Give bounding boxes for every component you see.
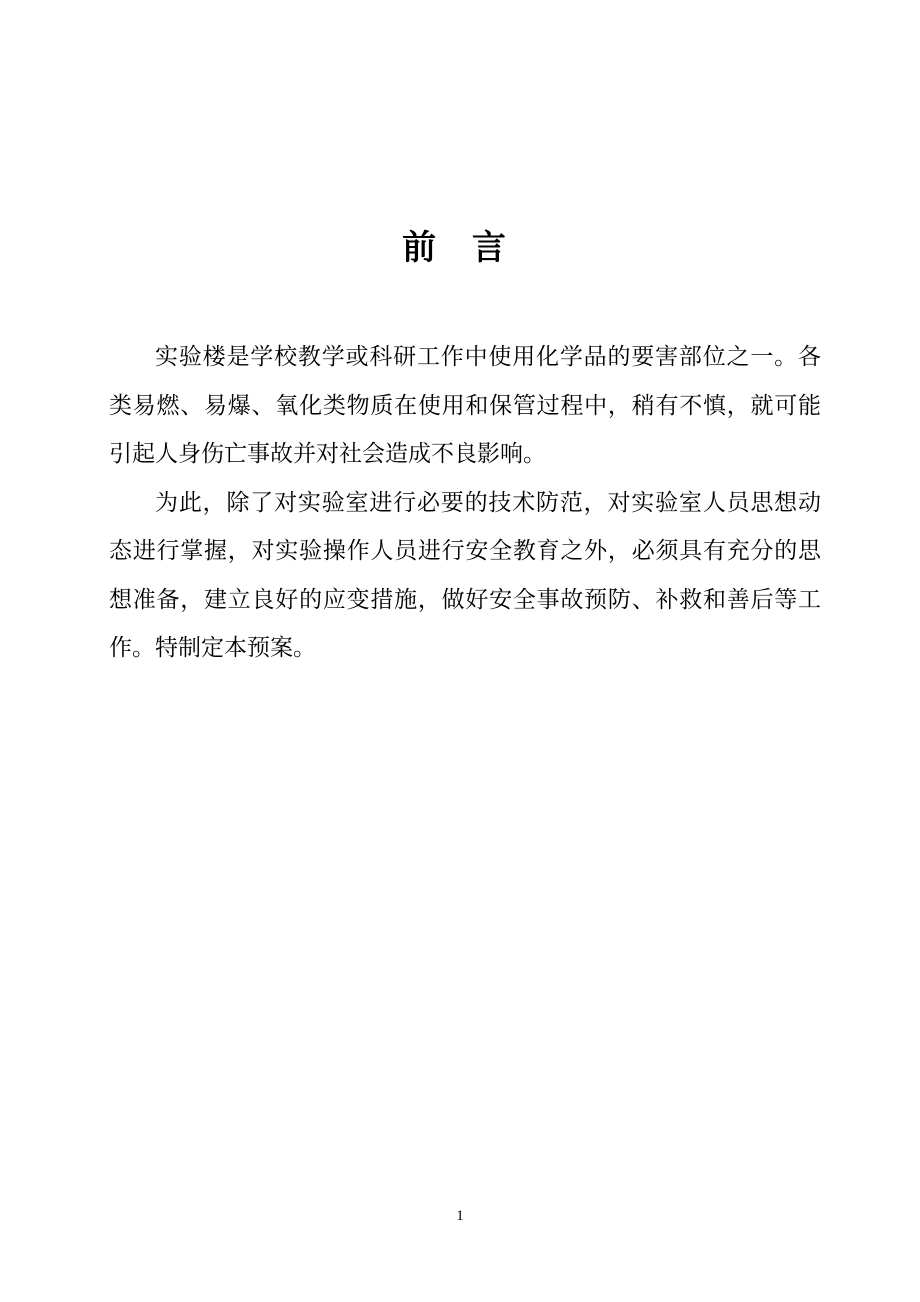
page-number: 1 [456, 1208, 464, 1224]
page-title: 前 言 [402, 228, 518, 268]
paragraph-2: 为此，除了对实验室进行必要的技术防范，对实验室人员思想动态进行掌握，对实验操作人员进行安全教育之外，必须具有充分的思想准备，建立良好的应变措施，做好安全事故预防、补救和善后等工作。特制定本预案。 [109, 489, 821, 661]
paragraph-1: 实验楼是学校教学或科研工作中使用化学品的要害部位之一。各类易燃、易爆、氧化类物质在使用和保管过程中，稍有不慎，就可能引起人身伤亡事故并对社会造成不良影响。 [109, 344, 821, 467]
body-text [109, 333, 821, 673]
